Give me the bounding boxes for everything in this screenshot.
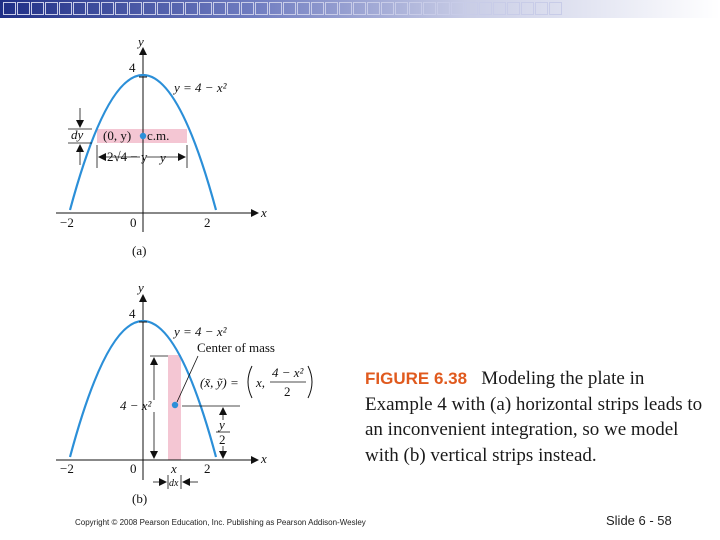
center-of-mass-label: Center of mass: [197, 340, 275, 355]
figure-a: [56, 34, 267, 258]
cm-label: c.m.: [147, 128, 170, 143]
x-tick-label: 0: [130, 461, 137, 476]
x-tick-label: 2: [204, 215, 211, 230]
x-tick-label: 2: [204, 461, 211, 476]
curve-equation-label: y = 4 − x²: [174, 80, 227, 95]
y-tick-label: 4: [129, 60, 136, 75]
y-tick-label: 4: [129, 306, 136, 321]
figure-caption: [365, 366, 705, 468]
dx-label: dx: [169, 478, 179, 489]
x-tick-label: −2: [60, 215, 74, 230]
centroid-x-label: x,: [256, 375, 266, 390]
caption-text: Modeling the plate in Example 4 with (a) horizontal strips leads to an inconvenient integration, so we model with (b) vertical strips instead.: [365, 368, 703, 466]
paren-right: [308, 366, 312, 398]
height-label: 4 − x²: [120, 398, 152, 413]
width-tick-label: y: [160, 150, 166, 165]
x-axis-label: x: [261, 205, 267, 220]
center-of-mass-dot: [140, 133, 146, 139]
curve-equation-label: y = 4 − x²: [174, 324, 227, 339]
centroid-point-label: (x̃, ỹ) =: [200, 375, 239, 390]
slide-number: Slide 6 - 58: [606, 513, 672, 528]
copyright-notice: Copyright © 2008 Pearson Education, Inc. Publishing as Pearson Addison-Wesley: [75, 518, 366, 527]
paren-left: [248, 366, 252, 398]
center-of-mass-dot: [172, 402, 178, 408]
x-tick-label: −2: [60, 461, 74, 476]
point-label: (0, y): [103, 128, 132, 143]
dy-label: dy: [71, 127, 84, 142]
y-axis-label: y: [138, 280, 144, 295]
centroid-numerator: 4 − x²: [272, 365, 304, 380]
sub-label-a: (a): [132, 243, 147, 258]
x-axis-label: x: [261, 451, 267, 466]
half-height-numerator: y: [219, 417, 225, 432]
figure-b: [56, 280, 312, 506]
y-axis-label: y: [138, 34, 144, 49]
sub-label-b: (b): [132, 491, 148, 506]
figure-number: FIGURE 6.38: [365, 369, 468, 388]
x-tick-label: 0: [130, 215, 137, 230]
x-tick-label: x: [171, 461, 177, 476]
width-label: 2√4 − y: [107, 149, 148, 164]
centroid-denominator: 2: [284, 384, 291, 399]
half-height-denominator: 2: [219, 432, 226, 447]
